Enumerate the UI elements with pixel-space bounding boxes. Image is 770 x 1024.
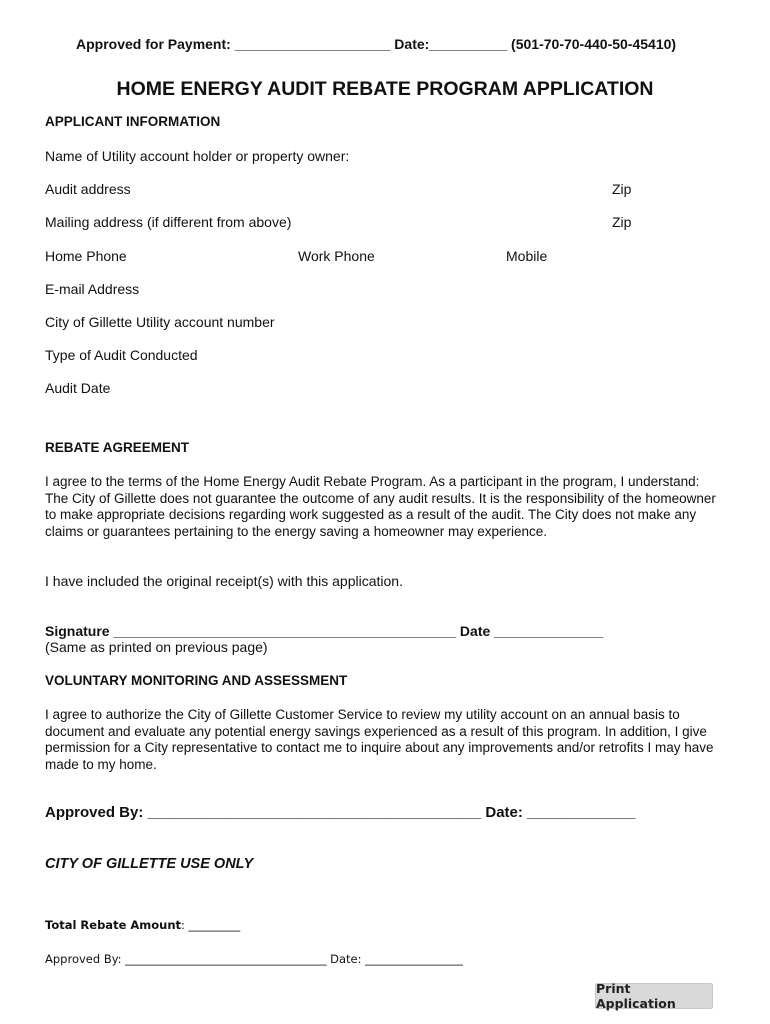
city-use-only-heading: CITY OF GILLETTE USE ONLY [45,856,254,872]
audit-address-label: Audit address [45,181,131,197]
print-application-button[interactable]: Print Application [595,983,713,1009]
rebate-agreement-paragraph: I agree to the terms of the Home Energy Audit Rebate Program. As a participant in the program, I understand: The City of Gillette does not guarantee the outcome of any audit results. It is the responsibility of the homeowner to make appropriate decisions regarding work suggested as a result of the audit. The City does not make any claims or guarantees pertaining to the energy saving a homeowner may experience. [45,474,716,539]
account-holder-name-label: Name of Utility account holder or property owner: [45,148,350,164]
voluntary-monitoring-heading: VOLUNTARY MONITORING AND ASSESSMENT [45,673,348,688]
audit-type-label: Type of Audit Conducted [45,347,198,363]
work-phone-label: Work Phone [298,248,375,264]
total-rebate-amount-label: Total Rebate Amount [45,918,182,932]
audit-date-label: Audit Date [45,380,111,396]
mobile-label: Mobile [506,248,548,264]
utility-account-number-label: City of Gillette Utility account number [45,314,275,330]
approved-by-line: Approved By: ________________________________________ Date: _____________ [45,804,636,821]
receipt-note: I have included the original receipt(s) with this application. [45,573,403,589]
mailing-zip-label: Zip [612,214,632,230]
applicant-information-heading: APPLICANT INFORMATION [45,114,221,129]
mailing-address-label: Mailing address (if different from above) [45,214,292,230]
total-rebate-amount-blank: : _________ [181,918,241,932]
total-rebate-amount-line [45,918,240,932]
rebate-agreement-heading: REBATE AGREEMENT [45,440,190,455]
signature-note: (Same as printed on previous page) [45,639,268,655]
voluntary-monitoring-paragraph: I agree to authorize the City of Gillette Customer Service to review my utility account on an annual basis to document and evaluate any potential energy savings experienced as a result of this program. In addition, I give permission for a City representative to contact me to inquire about any improvements and/or retrofits I may have made to my home. [45,707,714,772]
email-address-label: E-mail Address [45,281,140,297]
city-approved-by-line: Approved By: ___________________________________ Date: _________________ [45,952,463,966]
approved-for-payment-line: Approved for Payment: ____________________ Date:__________ (501-70-70-440-50-45410) [76,36,677,52]
page-title: HOME ENERGY AUDIT REBATE PROGRAM APPLICATION [116,78,654,100]
audit-zip-label: Zip [612,181,632,197]
signature-line: Signature ____________________________________________ Date ______________ [45,623,604,639]
home-phone-label: Home Phone [45,248,127,264]
